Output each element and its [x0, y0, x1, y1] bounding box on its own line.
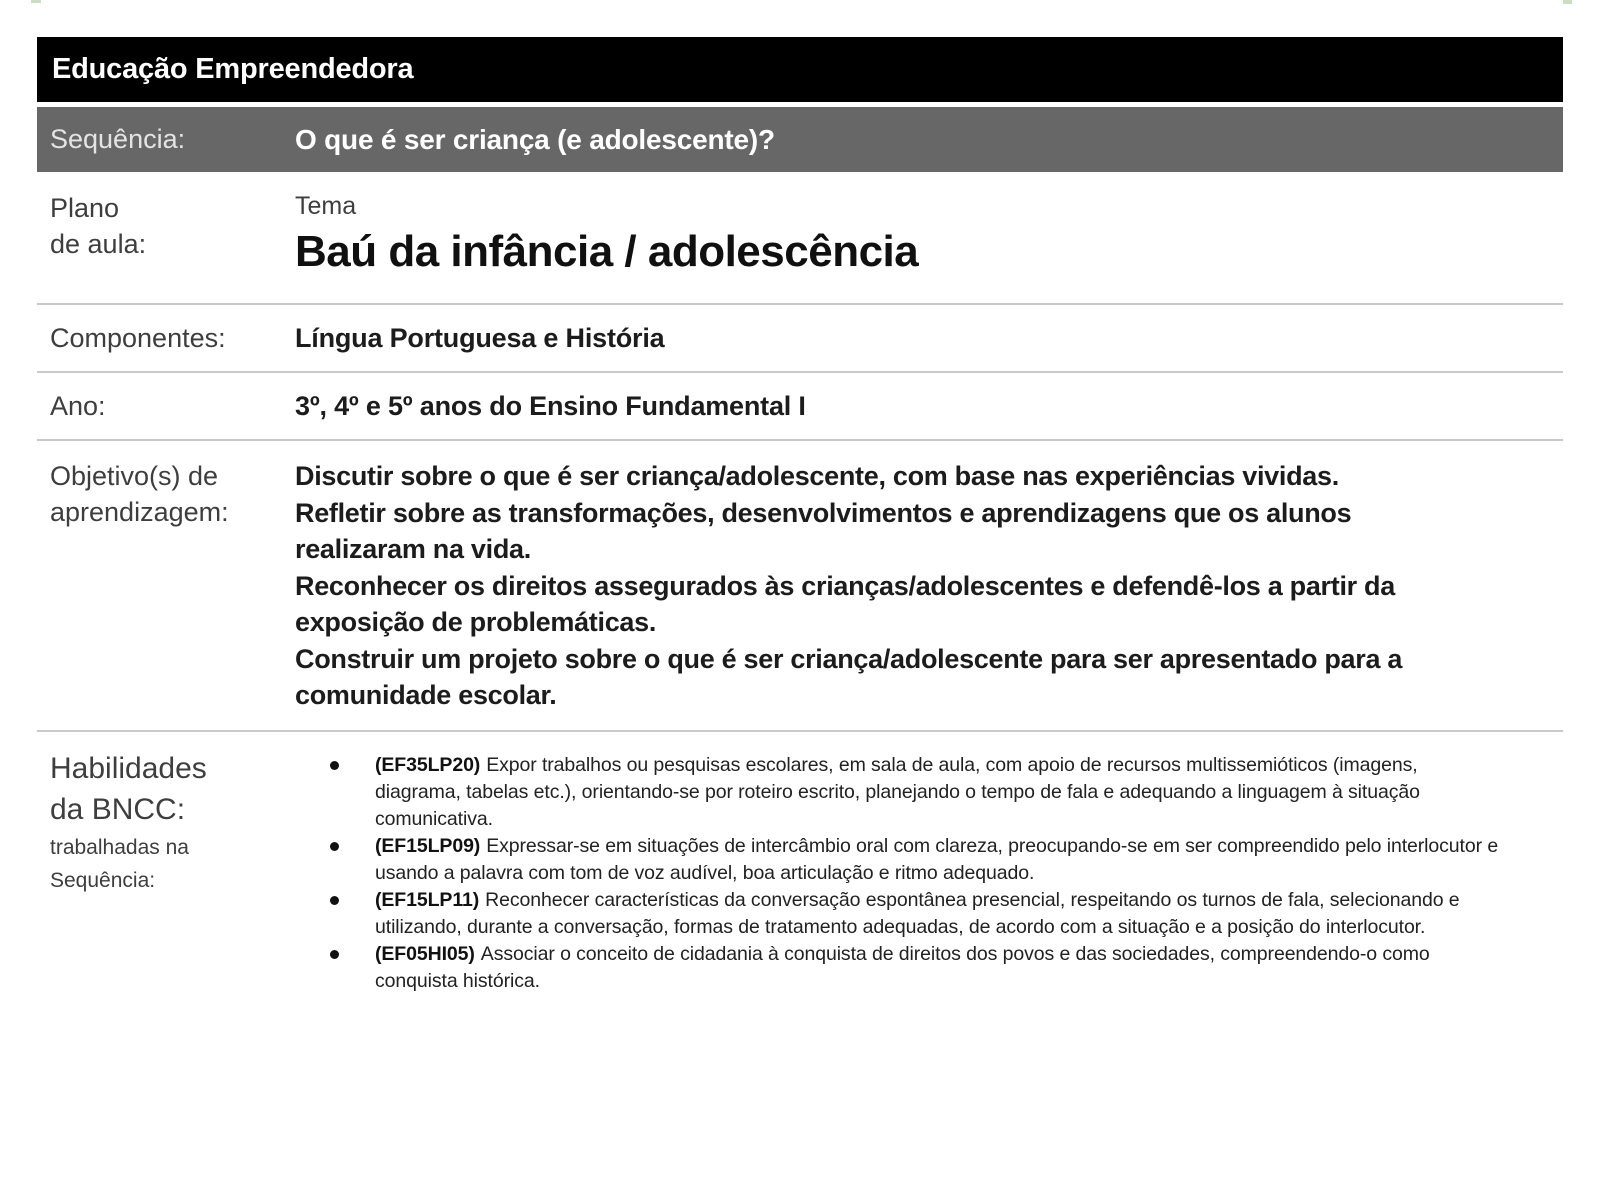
bncc-skills-list	[295, 752, 1505, 995]
bncc-skill-code: (EF15LP11)	[375, 888, 480, 911]
bncc-skill-item	[295, 941, 1505, 995]
page-edge-artifact-right	[1563, 0, 1572, 4]
row-bncc-skills	[37, 732, 1563, 1025]
document-content	[37, 37, 1563, 1025]
sequence-label: Sequência:	[50, 124, 186, 154]
row-components	[37, 305, 1563, 373]
bncc-skill-code: (EF05HI05)	[375, 942, 475, 965]
row-learning-objectives	[37, 441, 1563, 732]
objective-item: Construir um projeto sobre o que é ser criança/adolescente para ser apresentado para a comunidade escolar.	[295, 643, 1403, 710]
row-grade-year	[37, 373, 1563, 441]
objectives-label-line1: Objetivo(s) de	[50, 461, 219, 491]
theme-kicker: Tema	[295, 192, 357, 220]
row-lesson-plan	[37, 172, 1563, 305]
objective-item: Reconhecer os direitos assegurados às crianças/adolescentes e defendê-los a partir da exposição de problemáticas.	[295, 570, 1395, 637]
objective-item: Refletir sobre as transformações, desenvolvimentos e aprendizagens que os alunos realizaram na vida.	[295, 497, 1352, 564]
lesson-plan-label-line2: de aula:	[50, 229, 147, 259]
lesson-plan-label	[37, 190, 295, 279]
bncc-skill-item	[295, 833, 1505, 887]
lesson-plan-label-line1: Plano	[50, 193, 120, 223]
sequence-title: O que é ser criança (e adolescente)?	[295, 123, 775, 155]
bncc-sublabel-line1: trabalhadas na	[50, 835, 189, 859]
bncc-skill-text: Reconhecer características da conversação espontânea presencial, respeitando os turnos de fala, selecionando e utilizando, durante a conversação, formas de tratamento adequadas, de acordo com a situação e a posição do interlocutor.	[375, 888, 1460, 938]
sequence-bar	[37, 107, 1563, 172]
objective-item: Discutir sobre o que é ser criança/adolescente, com base nas experiências vividas.	[295, 461, 1339, 491]
bncc-skill-code: (EF35LP20)	[375, 753, 481, 776]
lesson-plan-value	[295, 190, 918, 279]
bncc-label-line2: da BNCC:	[50, 792, 186, 826]
page-edge-artifact-left	[31, 0, 41, 3]
bncc-skill-text: Expressar-se em situações de intercâmbio oral com clareza, preocupando-se em ser compreendido pelo interlocutor e usando a palavra com tom de voz audível, boa articulação e ritmo adequado.	[375, 834, 1499, 884]
components-label: Componentes:	[50, 323, 226, 353]
objectives-label	[37, 458, 295, 714]
bncc-sublabel-line2: Sequência:	[50, 868, 156, 892]
grade-year-value: 3º, 4º e 5º anos do Ensino Fundamental I	[295, 391, 806, 421]
bncc-skill-item	[295, 887, 1505, 941]
program-title: Educação Empreendedora	[52, 53, 414, 85]
objectives-list	[295, 458, 1450, 714]
grade-year-label: Ano:	[50, 391, 106, 421]
bncc-skill-text: Associar o conceito de cidadania à conquista de direitos dos povos e das sociedades, compreendendo-o como conquista histórica.	[375, 942, 1430, 992]
components-value: Língua Portuguesa e História	[295, 323, 665, 353]
bncc-skill-item	[295, 752, 1505, 833]
objectives-label-line2: aprendizagem:	[50, 497, 229, 527]
bncc-label-line1: Habilidades	[50, 751, 207, 785]
bncc-skill-text: Expor trabalhos ou pesquisas escolares, em sala de aula, com apoio de recursos multissemióticos (imagens, diagrama, tabelas etc.), orientando-se por roteiro escrito, planejando o tempo de fala e adequando a linguagem à situação comunicativa.	[375, 753, 1420, 830]
bncc-skills-label	[37, 748, 295, 995]
program-header-bar	[37, 37, 1563, 102]
bncc-skill-code: (EF15LP09)	[375, 834, 481, 857]
theme-title: Baú da infância / adolescência	[295, 227, 919, 276]
